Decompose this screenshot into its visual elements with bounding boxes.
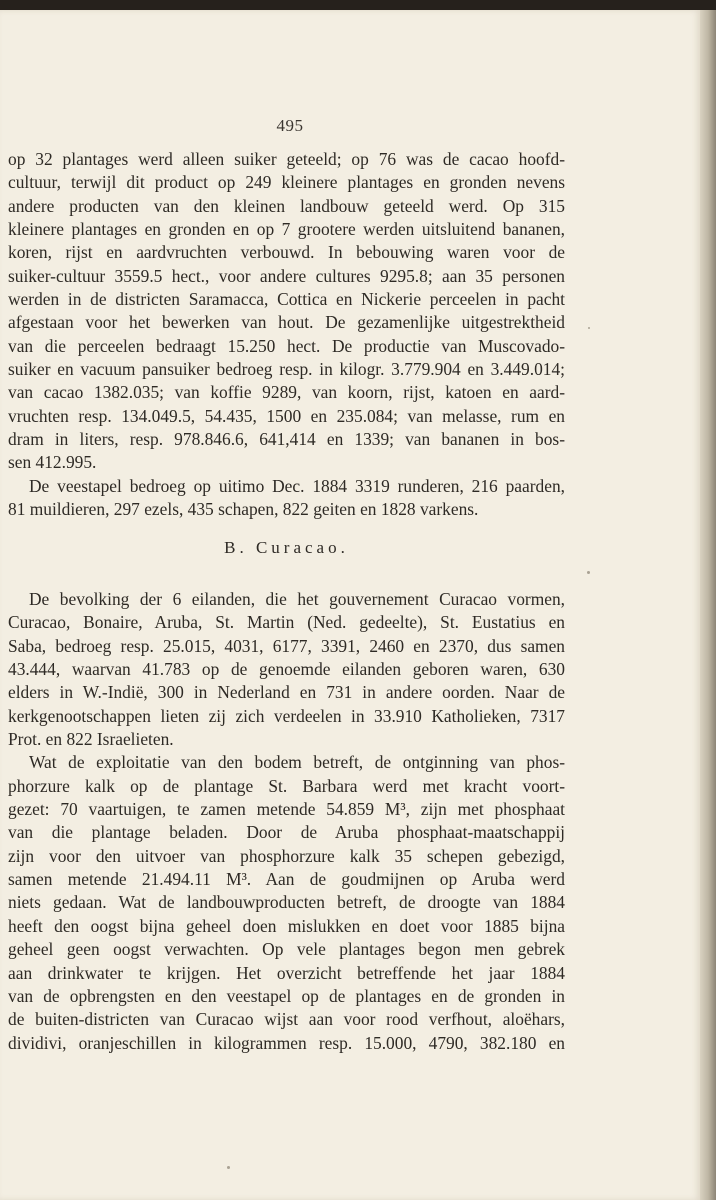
text-line: op 32 plantages werd alleen suiker geteeld; op 76 was de cacao hoofd-	[8, 149, 565, 169]
text-line: dividivi, oranjeschillen in kilogrammen resp. 15.000, 4790, 382.180 en	[8, 1032, 565, 1053]
text-line: koren, rijst en aardvruchten verbouwd. In bebouwing waren voor de	[8, 242, 565, 263]
text-line: de buiten-districten van Curacao wijst aan voor rood verfhout, aloëhars,	[8, 1009, 565, 1030]
paragraph-exploitation	[8, 751, 565, 1054]
text-line: van die perceelen bedraagt 15.250 hect. De productie van Muscovado-	[8, 335, 565, 356]
text-line: afgestaan voor het bewerken van hout. De gezamenlijke uitgestrektheid	[8, 312, 565, 333]
text-line: geheel geen oogst verwachten. Op vele plantages begon men gebrek	[8, 939, 565, 960]
paper-speck	[588, 327, 590, 329]
text-line: kleinere plantages en gronden en op 7 grootere werden uitsluitend bananen,	[8, 219, 565, 240]
text-line: Wat de exploitatie van den bodem betreft, de ontginning van phos-	[29, 752, 565, 773]
text-line: heeft den oogst bijna geheel doen mislukken en doet voor 1885 bijna	[8, 915, 565, 936]
text-line: Prot. en 822 Israelieten.	[8, 729, 174, 750]
text-line: phorzure kalk op de plantage St. Barbara werd met kracht voort-	[8, 775, 565, 796]
text-line: niets gedaan. Wat de landbouwproducten betreft, de droogte van 1884	[8, 892, 565, 913]
lower-text	[8, 588, 565, 1055]
page-number: 495	[276, 116, 304, 135]
text-line: De bevolking der 6 eilanden, die het gouvernement Curacao vormen,	[29, 589, 565, 609]
section-heading: B. Curacao.	[224, 538, 349, 557]
text-line: suiker-cultuur 3559.5 hect., voor andere cultures 9295.8; aan 35 personen	[8, 265, 565, 286]
text-line: gezet: 70 vaartuigen, te zamen metende 54.859 M³, zijn met phosphaat	[8, 799, 565, 820]
text-line: suiker en vacuum pansuiker bedroeg resp. in kilogr. 3.779.904 en 3.449.014;	[8, 359, 565, 380]
text-line: vruchten resp. 134.049.5, 54.435, 1500 en 235.084; van melasse, rum en	[8, 405, 565, 426]
text-line: samen metende 21.494.11 M³. Aan de goudmijnen op Aruba werd	[8, 869, 565, 890]
paper-speck	[587, 571, 590, 574]
text-line: sen 412.995.	[8, 452, 97, 473]
text-line: kerkgenootschappen lieten zij zich verdeelen in 33.910 Katholieken, 7317	[8, 705, 565, 726]
text-line: van cacao 1382.035; van koffie 9289, van koorn, rijst, katoen en aard-	[8, 382, 565, 403]
paragraph-surinam-plantations	[8, 148, 565, 475]
upper-text	[8, 148, 565, 522]
page-edge	[700, 10, 716, 1200]
text-line: aan drinkwater te krijgen. Het overzicht betreffende het jaar 1884	[8, 962, 565, 983]
paragraph-population	[8, 588, 565, 751]
text-line: cultuur, terwijl dit product op 249 kleinere plantages en gronden nevens	[8, 172, 565, 193]
text-line: van die plantage beladen. Door de Aruba phosphaat-maatschappij	[8, 822, 565, 843]
paper-speck	[227, 1166, 230, 1169]
paragraph-livestock	[8, 475, 565, 522]
text-line: Saba, bedroeg resp. 25.015, 4031, 6177, 3391, 2460 en 2370, dus samen	[8, 635, 565, 656]
text-line: elders in W.-Indië, 300 in Nederland en 731 in andere oorden. Naar de	[8, 682, 565, 703]
text-line: zijn voor den uitvoer van phosphorzure kalk 35 schepen gebezigd,	[8, 845, 565, 866]
text-line: 81 muildieren, 297 ezels, 435 schapen, 822 geiten en 1828 varkens.	[8, 499, 479, 520]
text-line: De veestapel bedroeg op uitimo Dec. 1884 3319 runderen, 216 paarden,	[29, 475, 565, 496]
text-line: 43.444, waarvan 41.783 op de genoemde eilanden geboren waren, 630	[8, 659, 565, 680]
text-line: werden in de districten Saramacca, Cottica en Nickerie perceelen in pacht	[8, 289, 565, 310]
text-line: van de opbrengsten en den veestapel op de plantages en de gronden in	[8, 985, 565, 1006]
text-line: dram in liters, resp. 978.846.6, 641,414 en 1339; van bananen in bos-	[8, 429, 565, 450]
text-line: andere producten van den kleinen landbouw geteeld werd. Op 315	[8, 195, 565, 216]
text-line: Curacao, Bonaire, Aruba, St. Martin (Ned. gedeelte), St. Eustatius en	[8, 612, 565, 633]
